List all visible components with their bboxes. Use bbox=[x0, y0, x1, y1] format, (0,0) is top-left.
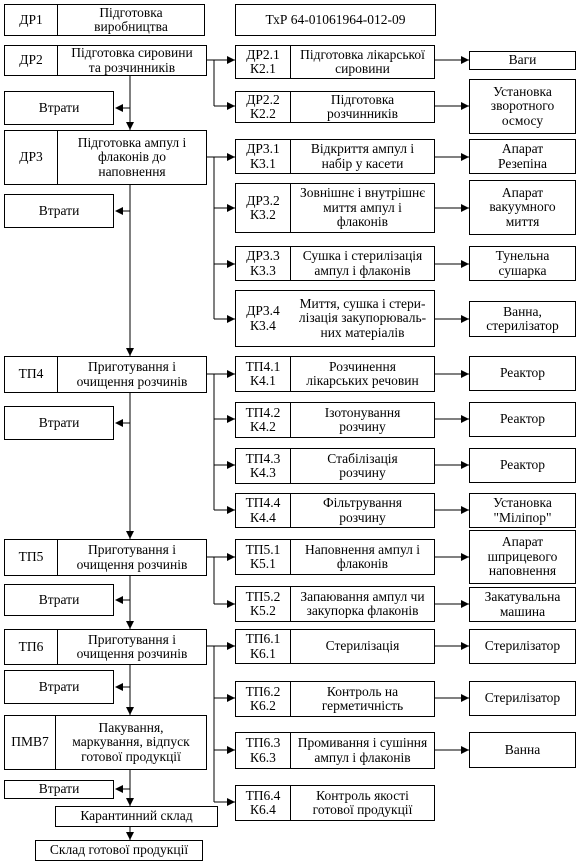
node-text: Реактор bbox=[499, 457, 546, 473]
node-dp21 bbox=[235, 45, 435, 79]
arrowhead-tp64 bbox=[227, 798, 235, 806]
node-tp6 bbox=[4, 629, 207, 665]
node-tp5 bbox=[4, 539, 207, 576]
node-code: ТП4.4 К4.4 bbox=[236, 494, 291, 527]
arrowhead-eq-shpr bbox=[461, 553, 469, 561]
node-text: Установка зворотного осмосу bbox=[490, 83, 555, 128]
node-text: Приготування і очищення розчинів bbox=[76, 631, 188, 661]
node-dp31 bbox=[235, 139, 435, 174]
arrowhead-tp51 bbox=[227, 553, 235, 561]
node-text: Втрати bbox=[38, 678, 80, 694]
node-text: Наповнення ампул і флаконів bbox=[305, 541, 420, 571]
arrowhead-dp3 bbox=[126, 122, 134, 130]
arrowhead-eq-st1 bbox=[461, 642, 469, 650]
node-code: ТП6.2 К6.2 bbox=[236, 682, 291, 716]
node-code: ТП4.2 К4.2 bbox=[236, 403, 291, 437]
node-code: ДР3.3 К3.3 bbox=[236, 247, 291, 280]
node-dp1 bbox=[4, 4, 205, 36]
node-code: ТП4 bbox=[5, 357, 58, 392]
node-dp32 bbox=[235, 183, 435, 233]
node-code: ДР3.1 К3.1 bbox=[236, 140, 291, 173]
node-text: Тунельна сушарка bbox=[495, 248, 550, 278]
node-text: Апарат шприцевого наповнення bbox=[487, 534, 558, 579]
node-text: Ванна, стерилізатор bbox=[486, 303, 559, 333]
node-text: Закатувальна машина bbox=[484, 589, 561, 619]
arrowhead-pmv7 bbox=[126, 707, 134, 715]
node-loss4 bbox=[4, 584, 114, 616]
arrowhead-dp34 bbox=[227, 315, 235, 323]
node-code: ДР1 bbox=[5, 5, 58, 35]
node-tp64 bbox=[235, 785, 435, 821]
node-text: Контроль якості готової продукції bbox=[312, 787, 413, 817]
node-text: Стерилізатор bbox=[484, 690, 561, 706]
arrowhead-quarantine bbox=[126, 798, 134, 806]
node-text: Приготування і очищення розчинів bbox=[76, 542, 188, 572]
arrowhead-tp4 bbox=[126, 348, 134, 356]
node-loss6 bbox=[4, 780, 114, 799]
node-code: ДР3.2 К3.2 bbox=[236, 184, 291, 232]
node-text: Підготовка виробництва bbox=[94, 4, 168, 34]
node-text: Зовнішнє і внутрішнє миття ампул і флаконів bbox=[299, 185, 426, 230]
node-dp34 bbox=[235, 290, 435, 347]
node-code: ТП6.3 К6.3 bbox=[236, 733, 291, 768]
arrowhead-store bbox=[126, 832, 134, 840]
arrowhead-eq-tun bbox=[461, 260, 469, 268]
arrowhead-dp32 bbox=[227, 204, 235, 212]
arrowhead-eq-zak bbox=[461, 600, 469, 608]
arrowhead-dp22 bbox=[227, 102, 235, 110]
node-code: ТП5.1 К5.1 bbox=[236, 540, 291, 574]
node-tp4 bbox=[4, 356, 207, 393]
node-text: Стерилізація bbox=[325, 638, 400, 654]
node-dp2 bbox=[4, 45, 207, 76]
node-code: ДР3 bbox=[5, 131, 58, 184]
node-eq-r3 bbox=[469, 448, 576, 483]
arrowhead-tp61 bbox=[227, 642, 235, 650]
node-code: ДР2.2 К2.2 bbox=[236, 92, 291, 122]
node-text: Апарат вакуумного миття bbox=[489, 184, 556, 229]
node-text: Миття, сушка і стери- лізація закупорюваль- них матеріалів bbox=[298, 295, 427, 340]
node-tp63 bbox=[235, 732, 435, 769]
node-text: Стабілізація розчину bbox=[327, 450, 398, 480]
node-tp41 bbox=[235, 356, 435, 392]
node-eq-st2 bbox=[469, 681, 576, 716]
node-eq-vagy bbox=[469, 51, 576, 70]
arrowhead-eq-van2 bbox=[461, 746, 469, 754]
arrowhead-eq-rez bbox=[461, 153, 469, 161]
node-text: Втрати bbox=[38, 414, 80, 430]
arrowhead-tp52 bbox=[227, 600, 235, 608]
node-eq-osmos bbox=[469, 79, 576, 134]
arrowhead-eq-r2 bbox=[461, 415, 469, 423]
node-eq-van1 bbox=[469, 301, 576, 337]
node-loss2 bbox=[4, 194, 114, 228]
node-code: ТП6 bbox=[5, 630, 58, 664]
node-text: Пакування, маркування, відпуск готової продукції bbox=[72, 719, 190, 764]
node-text: Підготовка лікарської сировини bbox=[300, 46, 425, 76]
node-tp52 bbox=[235, 586, 435, 622]
node-tp61 bbox=[235, 629, 435, 664]
node-pmv7 bbox=[4, 715, 207, 770]
node-text: Розчинення лікарських речовин bbox=[306, 358, 419, 388]
node-tp62 bbox=[235, 681, 435, 717]
node-text: Апарат Резепіна bbox=[497, 141, 547, 171]
node-loss5 bbox=[4, 670, 114, 704]
node-text: Втрати bbox=[38, 781, 80, 797]
arrowhead-tp5 bbox=[126, 531, 134, 539]
arrowhead-dp21 bbox=[227, 56, 235, 64]
node-eq-van2 bbox=[469, 732, 576, 768]
node-text: Ізотонування розчину bbox=[324, 404, 401, 434]
node-text: Установка "Міліпор" bbox=[493, 495, 552, 525]
arrowhead-tp42 bbox=[227, 415, 235, 423]
arrowhead-tp6 bbox=[126, 621, 134, 629]
node-text: Промивання і сушіння ампул і флаконів bbox=[297, 735, 428, 765]
node-text: Реактор bbox=[499, 365, 546, 381]
node-code: ТП5 bbox=[5, 540, 58, 575]
node-text: Ванна bbox=[504, 741, 541, 757]
arrowhead-tp44 bbox=[227, 506, 235, 514]
node-code: ДР2 bbox=[5, 46, 58, 75]
node-tp51 bbox=[235, 539, 435, 575]
node-text: ТхР 64-01061964-012-09 bbox=[265, 11, 406, 27]
node-text: Приготування і очищення розчинів bbox=[76, 359, 188, 389]
node-text: Підготовка сировини та розчинників bbox=[71, 45, 193, 75]
node-text: Втрати bbox=[38, 591, 80, 607]
arrowhead-tp41 bbox=[227, 370, 235, 378]
node-text: Стерилізатор bbox=[484, 638, 561, 654]
node-text: Підготовка ампул і флаконів до наповнення bbox=[77, 134, 187, 179]
node-eq-vak bbox=[469, 180, 576, 235]
node-code: ТП6.4 К6.4 bbox=[236, 786, 291, 820]
node-eq-r1 bbox=[469, 356, 576, 391]
arrowhead-eq-mili bbox=[461, 506, 469, 514]
node-text: Склад готової продукції bbox=[49, 842, 189, 858]
arrowhead-eq-van1 bbox=[461, 315, 469, 323]
node-dp22 bbox=[235, 91, 435, 123]
node-code: ПМВ7 bbox=[5, 716, 56, 769]
node-eq-mili bbox=[469, 493, 576, 528]
arrowhead-dp31 bbox=[227, 153, 235, 161]
arrowhead-eq-r3 bbox=[461, 461, 469, 469]
node-spec bbox=[235, 4, 436, 36]
node-text: Карантинний склад bbox=[80, 808, 193, 824]
node-store bbox=[35, 840, 203, 861]
node-eq-rez bbox=[469, 139, 576, 174]
node-text: Сушка і стерилізація ампул і флаконів bbox=[302, 248, 423, 278]
arrowhead-dp33 bbox=[227, 260, 235, 268]
node-code: ТП4.3 К4.3 bbox=[236, 449, 291, 483]
node-tp43 bbox=[235, 448, 435, 484]
node-text: Запаювання ампул чи закупорка флаконів bbox=[300, 588, 425, 618]
arrowhead-eq-r1 bbox=[461, 370, 469, 378]
node-code: ТП5.2 К5.2 bbox=[236, 587, 291, 621]
arrowhead-tp43 bbox=[227, 461, 235, 469]
node-code: ТП4.1 К4.1 bbox=[236, 357, 291, 391]
node-eq-shpr bbox=[469, 530, 576, 584]
node-text: Реактор bbox=[499, 411, 546, 427]
node-eq-r2 bbox=[469, 402, 576, 437]
node-text: Втрати bbox=[38, 99, 80, 115]
arrowhead-eq-vak bbox=[461, 204, 469, 212]
arrowhead-tp63 bbox=[227, 746, 235, 754]
node-tp42 bbox=[235, 402, 435, 438]
node-text: Фільтрування розчину bbox=[322, 495, 403, 525]
node-tp44 bbox=[235, 493, 435, 528]
arrowhead-eq-osmos bbox=[461, 102, 469, 110]
node-code: ТП6.1 К6.1 bbox=[236, 630, 291, 663]
node-text: Відкриття ампул і набір у касети bbox=[310, 141, 415, 171]
node-eq-zak bbox=[469, 587, 576, 622]
arrowhead-tp62 bbox=[227, 694, 235, 702]
node-loss1 bbox=[4, 91, 114, 125]
node-dp33 bbox=[235, 246, 435, 281]
node-loss3 bbox=[4, 406, 114, 440]
arrowhead-eq-vagy bbox=[461, 56, 469, 64]
node-code: ДР3.4 К3.4 bbox=[246, 303, 280, 333]
node-text: Контроль на герметичність bbox=[321, 683, 404, 713]
node-eq-tun bbox=[469, 246, 576, 281]
node-dp3 bbox=[4, 130, 207, 185]
node-quar bbox=[55, 806, 218, 827]
arrowhead-eq-st2 bbox=[461, 694, 469, 702]
node-text: Підготовка розчинників bbox=[327, 91, 398, 121]
node-text: Втрати bbox=[38, 202, 80, 218]
node-text: Ваги bbox=[508, 52, 537, 68]
node-code: ДР2.1 К2.1 bbox=[236, 46, 291, 78]
node-eq-st1 bbox=[469, 629, 576, 664]
